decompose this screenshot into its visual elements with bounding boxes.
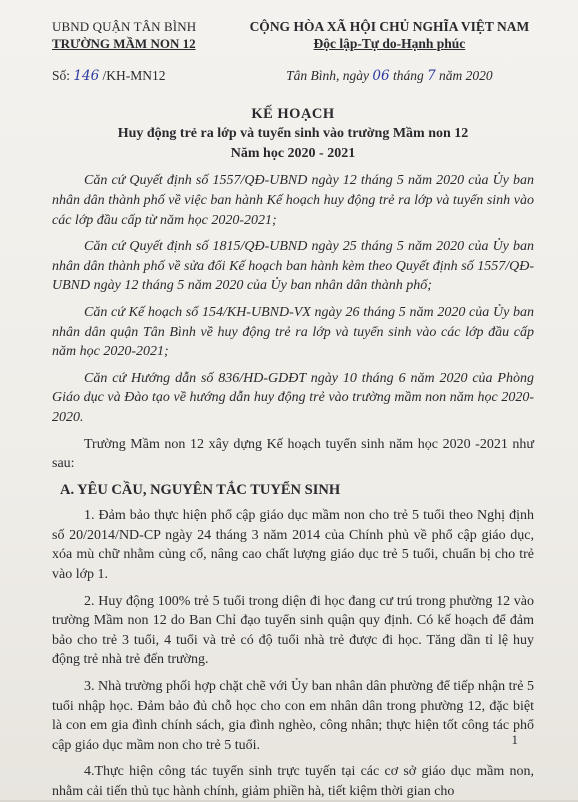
requirement-item-1: 1. Đảm bảo thực hiện phổ cập giáo dục mầm non cho trẻ 5 tuổi theo Nghị định số 20/2014/ND-CP ngày 24 tháng 3 năm 2014 của Chính phủ về phổ cập giáo dục, xóa mù chữ nhằm củng cố, nâng cao chất lượng giáo dục trẻ 5 tuổi, chuẩn bị cho trẻ vào lớp 1. — [52, 508, 534, 583]
legal-basis-4: Căn cứ Hướng dẫn số 836/HD-GDĐT ngày 10 tháng 6 năm 2020 của Phòng Giáo dục và Đào tạo về hướng dẫn huy động trẻ vào trường mầm non năm học 2020-2020. — [52, 370, 534, 425]
intro-paragraph: Trường Mầm non 12 xây dựng Kế hoạch tuyển sinh năm học 2020 -2021 như sau: — [52, 436, 534, 472]
document-header — [52, 18, 534, 52]
number-suffix: /KH-MN12 — [99, 68, 166, 83]
requirement-item-4: 4.Thực hiện công tác tuyển sinh trực tuyến tại các cơ sở giáo dục mầm non, nhằm cải tiến thủ tục hành chính, giảm phiền hà, tiết kiệm thời gian cho — [52, 764, 534, 799]
requirement-item-2: 2. Huy động 100% trẻ 5 tuổi trong diện đi học đang cư trú trong phường 12 vào trường Mầm non 12 do Ban Chỉ đạo tuyển sinh quận quy định. Có kế hoạch để đảm bảo cho trẻ 3 tuổi, 4 tuổi và trẻ có độ tuổi nhà trẻ được đi học. Tăng dần tỉ lệ huy động trẻ nhà trẻ đến trường. — [52, 593, 534, 668]
page-number: 1 — [511, 732, 518, 748]
requirement-item-3: 3. Nhà trường phối hợp chặt chẽ với Ủy ban nhân dân phường để tiếp nhận trẻ 5 tuổi nhập học. Đảm bảo đủ chỗ học cho con em nhân dân trong phường 12, đặc biệt là con em gia đình chính sách, gia đình nghèo, công nhân; thực hiện tốt công tác phổ cập giáo dục mầm non cho trẻ 5 tuổi. — [52, 679, 534, 753]
national-heading — [245, 18, 534, 52]
handwritten-day: 06 — [372, 68, 390, 84]
nation-name: CỘNG HÒA XÃ HỘI CHỦ NGHĨA VIỆT NAM — [249, 19, 530, 34]
legal-basis-2: Căn cứ Quyết định số 1815/QĐ-UBND ngày 25 tháng 5 năm 2020 của Ủy ban nhân dân thành phố về sửa đổi Kế hoạch ban hành kèm theo Quyết định số 1557/QĐ-UBND ngày 12 tháng 5 năm 2020 của Ủy ban nhân dân thành phố; — [52, 239, 534, 294]
document-date — [245, 66, 534, 87]
handwritten-number: 146 — [73, 68, 100, 84]
document-meta — [52, 66, 534, 87]
school-name: TRƯỜNG MẦM NON 12 — [52, 36, 196, 51]
parent-org: UBND QUẬN TÂN BÌNH — [52, 19, 197, 34]
school-year: Năm học 2020 - 2021 — [230, 145, 356, 161]
section-a-heading: A. YÊU CẦU, NGUYÊN TẮC TUYỂN SINH — [60, 481, 341, 498]
number-prefix: Số: — [52, 68, 74, 83]
document-number — [52, 66, 245, 87]
date-mid: tháng — [389, 68, 428, 83]
legal-basis-1: Căn cứ Quyết định số 1557/QĐ-UBND ngày 12 tháng 5 năm 2020 của Ủy ban nhân dân thành phố về việc ban hành Kế hoạch huy động trẻ ra lớp và tuyển sinh vào các lớp đầu cấp từ năm học 2020-2021; — [52, 173, 534, 228]
document-title: KẾ HOẠCH — [251, 105, 335, 122]
issuing-organization — [52, 18, 245, 52]
date-prefix: Tân Bình, ngày — [286, 68, 373, 83]
document-subtitle: Huy động trẻ ra lớp và tuyển sinh vào trường Mầm non 12 — [117, 126, 469, 142]
national-motto: Độc lập-Tự do-Hạnh phúc — [313, 36, 466, 51]
date-suffix: năm 2020 — [435, 68, 493, 83]
handwritten-month: 7 — [427, 68, 436, 84]
legal-basis-3: Căn cứ Kế hoạch số 154/KH-UBND-VX ngày 26 tháng 5 năm 2020 của Ủy ban nhân dân quận Tân Bình về huy động trẻ ra lớp và tuyển sinh vào các lớp đầu cấp năm học 2020-2021; — [52, 304, 534, 360]
